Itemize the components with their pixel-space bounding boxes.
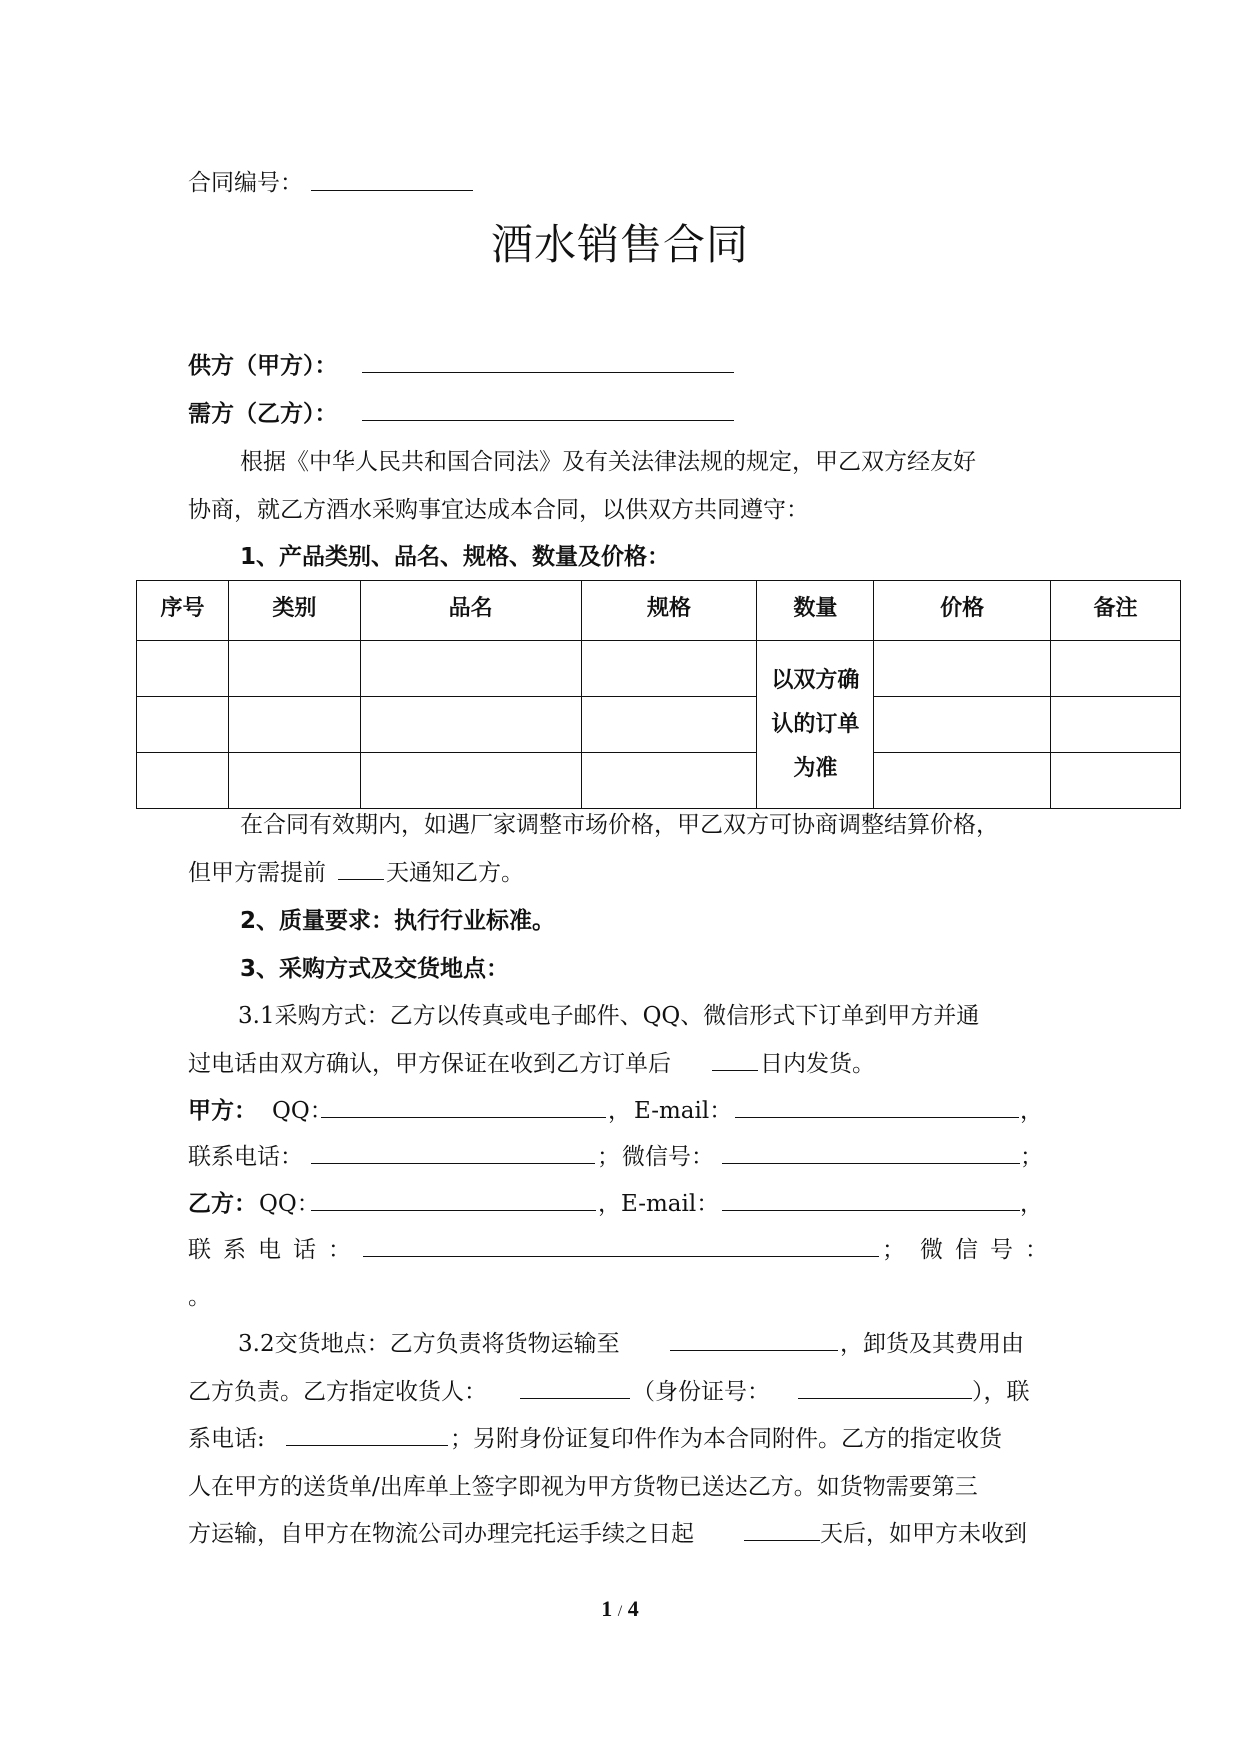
table-cell[interactable] — [228, 753, 360, 809]
party-a-email-field[interactable] — [735, 1117, 1019, 1118]
table-cell[interactable] — [228, 697, 360, 753]
party-a-label: 甲方： — [188, 1098, 257, 1124]
table-row — [137, 753, 1181, 809]
party-b-email-label: E-mail： — [621, 1191, 720, 1217]
table-cell[interactable] — [360, 753, 581, 809]
price-adjust-line-2b: 天通知乙方。 — [386, 860, 524, 886]
table-header-cell: 价格 — [874, 581, 1051, 641]
party-b-email-field[interactable] — [722, 1210, 1020, 1211]
clause-3-2-line-5b: 天后，如甲方未收到 — [820, 1521, 1027, 1547]
table-header-row — [137, 581, 1181, 641]
section-3-heading: 3、采购方式及交货地点： — [240, 956, 510, 982]
table-cell[interactable] — [1051, 753, 1181, 809]
supplier-field[interactable] — [362, 372, 734, 373]
table-cell[interactable] — [874, 697, 1051, 753]
separator: ， — [608, 1098, 631, 1124]
page-total: 4 — [627, 1596, 639, 1621]
clause-3-2-line-3a: 系电话: — [188, 1426, 265, 1452]
party-b-phone-field[interactable] — [363, 1256, 879, 1257]
notice-days-field[interactable] — [338, 879, 384, 880]
clause-3-2-line-2c: ），联 — [972, 1379, 1030, 1405]
party-a-wechat-label: 微信号： — [622, 1144, 714, 1170]
clause-3-2-line-5a: 方运输，自甲方在物流公司办理完托运手续之日起 — [188, 1521, 694, 1547]
price-adjust-line-1: 在合同有效期内，如遇厂家调整市场价格，甲乙双方可协商调整结算价格， — [240, 812, 999, 838]
table-row — [137, 697, 1181, 753]
quantity-note-line: 为准 — [793, 755, 838, 781]
clause-3-2-line-3b: ；另附身份证复印件作为本合同附件。乙方的指定收货 — [450, 1426, 1002, 1452]
document-title: 酒水销售合同 — [490, 220, 749, 269]
clause-3-2-line-4: 人在甲方的送货单/出库单上签字即视为甲方货物已送达乙方。如货物需要第三 — [188, 1474, 978, 1500]
page-current: 1 — [601, 1596, 613, 1621]
party-b-phone-label: 联系电话： — [188, 1237, 363, 1263]
table-header-cell: 类别 — [228, 581, 360, 641]
clause-3-1-line-2a: 过电话由双方确认，甲方保证在收到乙方订单后 — [188, 1051, 671, 1077]
clause-3-2-line-2a: 乙方负责。乙方指定收货人： — [188, 1379, 487, 1405]
price-adjust-line-2a: 但甲方需提前 — [188, 860, 326, 886]
separator: 。 — [188, 1284, 211, 1310]
intro-line-2: 协商，就乙方酒水采购事宜达成本合同，以供双方共同遵守： — [188, 497, 809, 523]
table-cell[interactable] — [360, 697, 581, 753]
table-cell[interactable] — [1051, 697, 1181, 753]
quantity-note-line: 认的订单 — [771, 711, 860, 737]
table-cell[interactable] — [360, 641, 581, 697]
table-cell[interactable] — [137, 753, 229, 809]
page-number — [0, 1596, 1240, 1622]
table-cell[interactable] — [1051, 641, 1181, 697]
clause-3-2-line-1b: ，卸货及其费用由 — [840, 1331, 1024, 1357]
party-b-label: 乙方： — [188, 1191, 257, 1217]
product-table — [136, 580, 1181, 809]
party-a-phone-field[interactable] — [311, 1163, 595, 1164]
table-header-cell: 规格 — [581, 581, 757, 641]
table-header-cell: 品名 — [360, 581, 581, 641]
intro-line-1: 根据《中华人民共和国合同法》及有关法律法规的规定，甲乙双方经友好 — [240, 449, 976, 475]
separator: ， — [1020, 1098, 1043, 1124]
contract-number-field[interactable] — [311, 190, 473, 191]
party-a-email-label: E-mail： — [634, 1098, 733, 1124]
table-cell[interactable] — [137, 641, 229, 697]
table-header-cell: 备注 — [1051, 581, 1181, 641]
transport-days-field[interactable] — [744, 1540, 820, 1541]
delivery-destination-field[interactable] — [670, 1350, 838, 1351]
separator: ； — [882, 1237, 905, 1263]
table-cell[interactable] — [581, 641, 757, 697]
buyer-field[interactable] — [362, 420, 734, 421]
separator: ， — [1020, 1191, 1043, 1217]
page-separator: / — [617, 1603, 623, 1620]
party-b-qq-field[interactable] — [311, 1210, 596, 1211]
buyer-label: 需方（乙方）： — [188, 401, 338, 427]
clause-3-2-line-1a: 3.2交货地点：乙方负责将货物运输至 — [238, 1331, 620, 1357]
quantity-note-line: 以双方确 — [771, 667, 860, 693]
party-b-wechat-label: 微信号： — [920, 1237, 1060, 1263]
table-header-cell: 数量 — [757, 581, 874, 641]
table-cell[interactable] — [581, 753, 757, 809]
section-2-heading: 2、质量要求：执行行业标准。 — [240, 908, 556, 934]
table-cell[interactable] — [581, 697, 757, 753]
table-row — [137, 641, 1181, 697]
separator: ； — [1020, 1144, 1043, 1170]
section-1-heading: 1、产品类别、品名、规格、数量及价格： — [240, 544, 671, 570]
clause-3-1-line-2b: 日内发货。 — [760, 1051, 875, 1077]
separator: ； — [597, 1144, 620, 1170]
party-a-wechat-field[interactable] — [722, 1163, 1020, 1164]
table-cell[interactable] — [874, 641, 1051, 697]
clause-3-2-line-2b: （身份证号： — [632, 1379, 770, 1405]
receiver-name-field[interactable] — [520, 1398, 630, 1399]
clause-3-1-line-1: 3.1采购方式：乙方以传真或电子邮件、QQ、微信形式下订单到甲方并通 — [238, 1003, 980, 1029]
quantity-note-cell — [757, 641, 874, 809]
delivery-days-field[interactable] — [712, 1070, 758, 1071]
table-header-cell: 序号 — [137, 581, 229, 641]
party-b-qq-label: QQ： — [259, 1191, 320, 1217]
party-a-qq-field[interactable] — [321, 1117, 606, 1118]
party-a-qq-label: QQ： — [272, 1098, 333, 1124]
table-cell[interactable] — [874, 753, 1051, 809]
party-a-phone-label: 联系电话： — [188, 1144, 303, 1170]
separator: ， — [598, 1191, 621, 1217]
contract-number-label: 合同编号： — [188, 170, 303, 196]
supplier-label: 供方（甲方）： — [188, 353, 338, 379]
receiver-id-field[interactable] — [798, 1398, 972, 1399]
table-cell[interactable] — [228, 641, 360, 697]
table-cell[interactable] — [137, 697, 229, 753]
receiver-phone-field[interactable] — [286, 1445, 448, 1446]
